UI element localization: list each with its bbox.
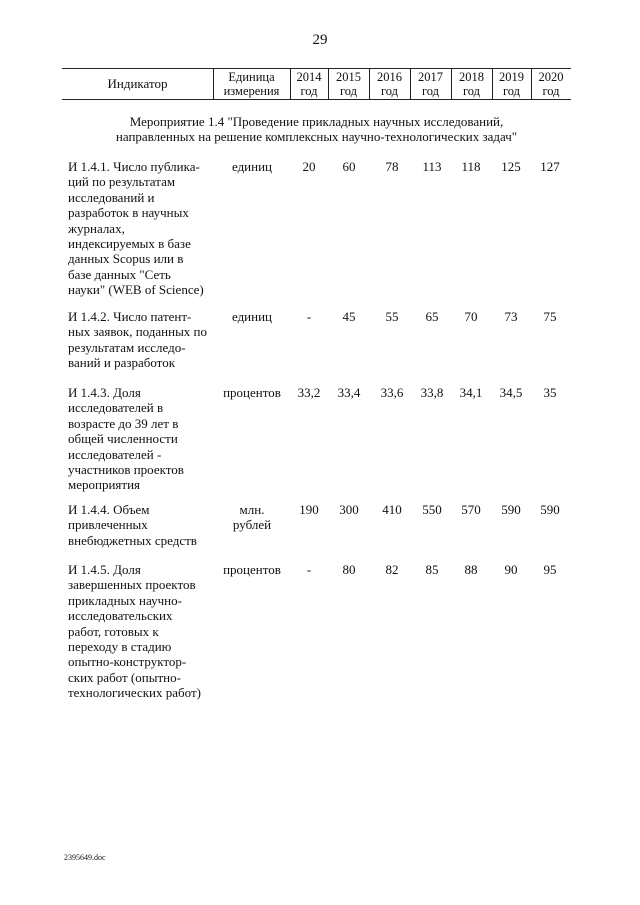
value-cell: 85 (425, 562, 439, 577)
indicator-line: данных Scopus или в (68, 251, 184, 267)
unit-cell (214, 502, 290, 533)
value-cell: 410 (382, 502, 402, 517)
header-bottom-rule (62, 99, 571, 100)
unit-line: процентов (223, 385, 281, 400)
header-year-sub: год (421, 84, 440, 98)
unit-line: рублей (232, 517, 272, 533)
header-year-sub: год (502, 84, 521, 98)
unit-cell (214, 562, 290, 577)
section-title-line: Мероприятие 1.4 "Проведение прикладных научных исследований, (129, 114, 504, 129)
indicator-line: ных заявок, поданных по (68, 324, 208, 340)
indicator-line: И 1.4.4. Объем (68, 502, 150, 517)
value-cell: 88 (464, 562, 478, 577)
header-year: 2019 (499, 70, 524, 84)
value-cell: 35 (543, 385, 557, 400)
indicator-line: разработок в научных (68, 205, 189, 221)
value-cell: 300 (339, 502, 359, 517)
value-cell: 20 (302, 159, 316, 174)
header-year: 2017 (418, 70, 443, 84)
indicator-line: завершенных проектов (68, 577, 196, 593)
value-cell: 75 (543, 309, 557, 324)
indicator-line: участников проектов (68, 462, 184, 478)
value-cell: 34,1 (459, 385, 483, 400)
header-year-sub: год (339, 84, 358, 98)
value-cell: 113 (422, 159, 442, 174)
value-cell: 78 (385, 159, 399, 174)
unit-line: млн. (239, 502, 265, 517)
header-year: 2015 (336, 70, 361, 84)
indicator-line: индексируемых в базе (68, 236, 191, 252)
indicator-line: работ, готовых к (68, 623, 159, 639)
value-cell: 45 (342, 309, 356, 324)
value-cell: 80 (342, 562, 356, 577)
page-number: 29 (312, 32, 328, 48)
indicator-line: исследовательских (68, 608, 173, 624)
indicator-line: общей численности (68, 431, 178, 447)
indicator-line: прикладных научно- (68, 592, 182, 608)
value-cell: 65 (425, 309, 439, 324)
value-cell: 90 (504, 562, 518, 577)
value-cell: 55 (385, 309, 399, 324)
indicator-line: результатам исследо- (68, 339, 186, 355)
unit-line: единиц (231, 159, 273, 174)
value-cell: 550 (422, 502, 442, 517)
unit-cell (214, 385, 290, 400)
unit-cell (214, 159, 290, 174)
value-cell: 70 (464, 309, 478, 324)
file-name-footer: 2395649.doc (64, 853, 106, 862)
header-unit-line1: Единица (228, 70, 275, 84)
indicator-line: науки" (WEB of Science) (68, 282, 204, 298)
indicator-line: ских работ (опытно- (68, 669, 181, 685)
indicator-line: исследователей в (68, 400, 164, 416)
header-year: 2018 (459, 70, 484, 84)
header-year: 2020 (538, 70, 564, 84)
indicator-line: опытно-конструктор- (68, 654, 187, 670)
indicator-cell (68, 562, 218, 701)
unit-cell (214, 309, 290, 324)
header-year: 2016 (377, 70, 402, 84)
unit-line: процентов (223, 562, 281, 577)
value-cell: 190 (299, 502, 319, 517)
value-cell: 33,8 (420, 385, 444, 400)
value-cell: 590 (540, 502, 560, 517)
header-year-sub: год (380, 84, 399, 98)
indicator-cell (68, 502, 218, 548)
indicator-line: И 1.4.3. Доля (68, 385, 141, 400)
value-cell: 125 (501, 159, 521, 174)
value-cell: 34,5 (499, 385, 523, 400)
indicator-cell (68, 159, 218, 298)
value-cell: - (306, 562, 312, 577)
value-cell: 127 (540, 159, 560, 174)
indicator-line: исследователей - (68, 446, 162, 462)
indicator-line: И 1.4.2. Число патент- (68, 309, 192, 324)
section-title-line: направленных на решение комплексных научно-технологических задач" (115, 129, 518, 144)
indicator-line: И 1.4.5. Доля (68, 562, 141, 577)
header-year-sub: год (462, 84, 481, 98)
indicator-cell (68, 309, 218, 371)
header-year-sub: год (300, 84, 318, 98)
value-cell: 82 (385, 562, 399, 577)
value-cell: 118 (461, 159, 481, 174)
indicator-line: базе данных "Сеть (68, 266, 171, 282)
indicator-line: переходу в стадию (68, 639, 172, 655)
indicator-cell (68, 385, 218, 493)
section-title (62, 114, 571, 144)
value-cell: 73 (504, 309, 518, 324)
header-unit-line2: измерения (223, 84, 280, 98)
indicator-line: внебюджетных средств (68, 532, 197, 548)
indicator-line: мероприятия (68, 477, 141, 493)
value-cell: 33,2 (297, 385, 321, 400)
value-cell: 570 (461, 502, 481, 517)
header-indicator: Индикатор (107, 76, 168, 91)
value-cell: 33,4 (337, 385, 361, 400)
value-cell: 60 (342, 159, 356, 174)
indicator-line: журналах, (68, 220, 125, 236)
indicator-line: возрасте до 39 лет в (68, 415, 179, 431)
header-top-rule (62, 68, 571, 69)
indicator-line: привлеченных (68, 517, 148, 533)
indicator-line: И 1.4.1. Число публика- (68, 159, 200, 174)
value-cell: 590 (501, 502, 521, 517)
indicator-line: ций по результатам (68, 174, 176, 190)
indicator-line: исследований и (68, 189, 155, 205)
indicator-line: технологических работ) (68, 685, 201, 701)
value-cell: 95 (543, 562, 557, 577)
header-year-sub: год (542, 84, 560, 98)
indicator-line: ваний и разработок (68, 355, 176, 371)
header-year: 2014 (296, 70, 322, 84)
value-cell: - (306, 309, 312, 324)
unit-line: единиц (231, 309, 273, 324)
value-cell: 33,6 (380, 385, 404, 400)
